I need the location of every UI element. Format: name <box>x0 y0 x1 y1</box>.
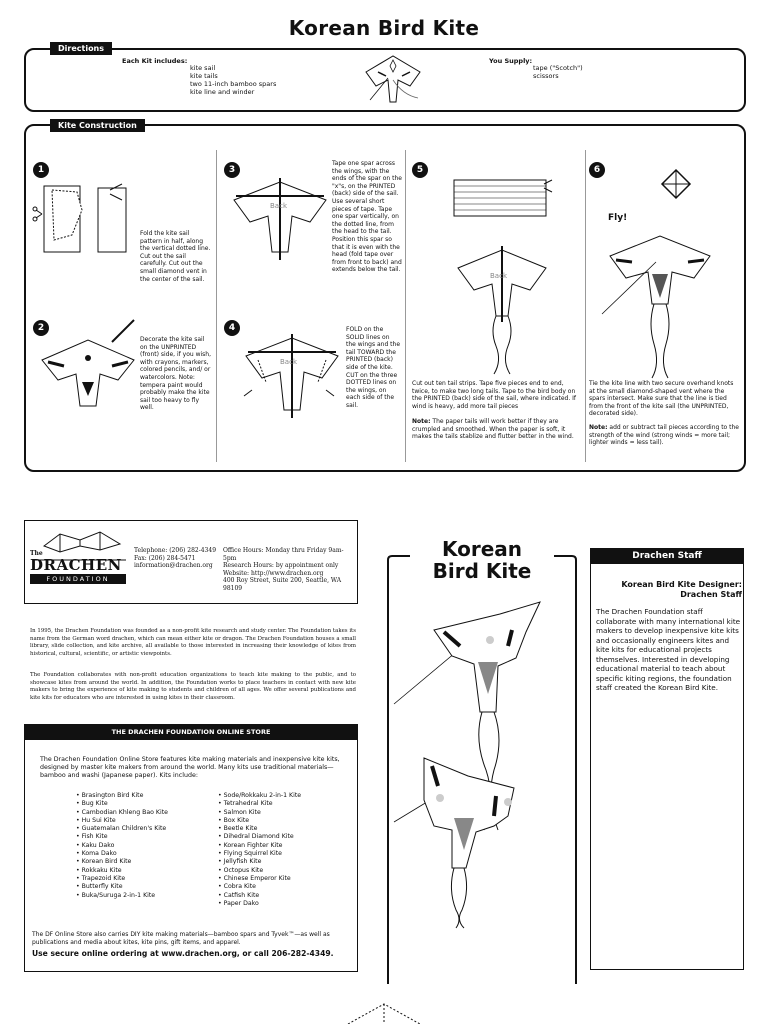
kit-item: • Rokkaku Kite <box>76 867 216 875</box>
kit-item: • Beetle Kite <box>218 825 354 833</box>
supply-list <box>533 64 583 80</box>
kit-item: • Bug Kite <box>76 800 216 808</box>
cover-kites-illustration <box>390 600 570 930</box>
kit-item: • Hu Sui Kite <box>76 817 216 825</box>
step-1-fold-illustration <box>32 180 132 260</box>
logo-sub: FOUNDATION <box>30 574 126 584</box>
hours-address: 400 Roy Street, Suite 200, Seattle, WA 98109 <box>223 577 342 592</box>
kit-item: • Paper Dako <box>218 900 354 908</box>
kit-item: • Sode/Rokkaku 2-in-1 Kite <box>218 792 354 800</box>
kit-item: • Butterfly Kite <box>76 883 216 891</box>
kit-item: • Guatemalan Children's Kite <box>76 825 216 833</box>
step-4-text: FOLD on the SOLID lines on the wings and the tail TOWARD the PRINTED (back) side of the kite. CUT on the three DOTTED lines on the wings, on each side of the sail. <box>346 326 401 409</box>
step-5-tails-illustration <box>450 176 560 376</box>
includes-item: kite tails <box>190 72 218 80</box>
step-2-decorate-illustration <box>38 318 138 413</box>
step-5-note <box>412 418 580 441</box>
hours-office: Office Hours: Monday thru Friday 9am-5pm <box>223 547 344 562</box>
kit-item: • Cobra Kite <box>218 883 354 891</box>
hours-website: Website: http://www.drachen.org <box>223 569 324 577</box>
step-6-note <box>589 424 741 447</box>
step-5-text: Cut out ten tail strips. Tape five pieces end to end, twice, to make two long tails. Tape to the bird body on the PRINTED (back) side of the sail, where indicated. If wind is heavy, add more tail pieces <box>412 380 577 410</box>
logo-the: The <box>30 550 43 557</box>
step-6-note-text: add or subtract tail pieces according to the strength of the wind (strong winds = more tail; lighter winds = less tail). <box>589 424 739 447</box>
store-intro: The Drachen Foundation Online Store features kite making materials and inexpensive kite kits, designed by master kite makers from around the world. Many kits use traditional materials—bamboo and washi (Japanese paper). Kits include: <box>40 756 340 780</box>
hours-research: Research Hours: by appointment only <box>223 562 339 570</box>
includes-item: two 11-inch bamboo spars <box>190 80 277 88</box>
step-6-note-label: Note: <box>589 424 608 431</box>
column-divider <box>405 150 406 462</box>
kit-item: • Koma Dako <box>76 850 216 858</box>
step-3-spar-illustration <box>230 172 330 262</box>
step-4-fold-illustration <box>238 330 343 425</box>
kit-item: • Octopus Kite <box>218 867 354 875</box>
step-6-number: 6 <box>589 162 605 178</box>
step-6-text: Tie the kite line with two secure overhand knots at the small diamond-shaped vent where the spars intersect. Make sure that the line is tied from the front of the kite sail (the UNPRINTED, decorated side). <box>589 380 734 418</box>
logo-name: DRACHEN <box>30 556 122 574</box>
contact-fax: Fax: (206) 284-5471 <box>134 554 196 562</box>
kit-item: • Dihedral Diamond Kite <box>218 833 354 841</box>
kit-item: • Kaku Dako <box>76 842 216 850</box>
kit-item: • Tetrahedral Kite <box>218 800 354 808</box>
kit-item: • Korean Fighter Kite <box>218 842 354 850</box>
step-2-text: Decorate the kite sail on the UNPRINTED (front) side, if you wish, with crayons, markers, colored pencils, and/ or watercolors. Note: tempera paint would probably make the kite sail too heavy to fly well. <box>140 336 211 412</box>
contact-phone: Telephone: (206) 282-4349 <box>134 547 217 554</box>
kit-item: • Trapezoid Kite <box>76 875 216 883</box>
back-label: Back <box>490 272 507 280</box>
includes-list <box>190 64 276 96</box>
kit-kite-icon <box>358 50 428 108</box>
step-5-note-text: The paper tails will work better if they are crumpled and smoothed. When the paper is soft, it makes the tails stablize and flutter better in the wind. <box>412 418 574 441</box>
column-divider <box>585 150 586 462</box>
kit-item: • Catfish Kite <box>218 892 354 900</box>
store-order-link[interactable]: Use secure online ordering at www.drachen.org, or call 206-282-4349. <box>32 949 334 958</box>
supply-label: You Supply: <box>489 57 533 65</box>
step-1-number: 1 <box>33 162 49 178</box>
cover-title <box>386 538 578 582</box>
back-label: Back <box>270 202 287 210</box>
kit-item: • Cambodian Khleng Bao Kite <box>76 809 216 817</box>
contact-email: information@drachen.org <box>134 562 213 570</box>
step-1-text: Fold the kite sail pattern in half, along the vertical dotted line. Cut out the sail carefully. Cut out the small diamond vent in the center of the sail. <box>140 230 211 283</box>
store-header: THE DRACHEN FOUNDATION ONLINE STORE <box>24 724 358 740</box>
foundation-para-2: The Foundation collaborates with non-profit education organizations to teach kite making to the public, and to showcase kites from around the world. In addition, the Foundation works to place teachers in contact with new kite makers to bring the experience of kite making to students and children of all ages. We offer several publications and kite kits for educators who are interested in using kites in their classroom. <box>30 672 356 701</box>
kit-item: • Brasington Bird Kite <box>76 792 216 800</box>
store-footer: The DF Online Store also carries DIY kite making materials—bamboo spars and Tyvek™—as well as publications and media about kites, kite pins, gift items, and apparel. <box>32 931 330 946</box>
supply-item: scissors <box>533 72 559 80</box>
supply-item: tape ("Scotch") <box>533 64 583 72</box>
kit-item: • Buka/Suruga 2-in-1 Kite <box>76 892 216 900</box>
construction-tab: Kite Construction <box>50 119 145 132</box>
foundation-para-1: In 1995, the Drachen Foundation was founded as a non-profit kite research and study center. The Foundation takes its name from the German word drachen, which can mean either kite or dragon. The Drachen Foundation houses a small library, slide collection, and kite archive, all available to those interested in increasing their knowledge of kites from historical, cultural, scientific, or artistic viewpoints. <box>30 628 356 657</box>
kit-item: • Jellyfish Kite <box>218 858 354 866</box>
step-4-number: 4 <box>224 320 240 336</box>
step-3-text: Tape one spar across the wings, with the ends of the spar on the "x"s, on the PRINTED (back) side of the sail. Use several short pieces of tape. Tape one spar vertically, on the dotted line, from the head to the tail. Position this spar so that it is even with the head (fold tape over from front to back) and extends below the tail. <box>332 160 402 274</box>
staff-designer <box>596 580 742 600</box>
page-title: Korean Bird Kite <box>288 16 480 40</box>
foundation-contact <box>134 547 218 570</box>
foundation-hours <box>223 547 355 593</box>
designer-name: Drachen Staff <box>680 590 742 599</box>
kit-item: • Flying Squirrel Kite <box>218 850 354 858</box>
store-kit-list-1 <box>76 792 216 900</box>
cover-title-line-2: Bird Kite <box>432 559 532 583</box>
kit-item: • Fish Kite <box>76 833 216 841</box>
staff-header: Drachen Staff <box>590 548 744 564</box>
kit-item: • Chinese Emperor Kite <box>218 875 354 883</box>
column-divider <box>216 150 217 462</box>
step-5-number: 5 <box>412 162 428 178</box>
step-3-number: 3 <box>224 162 240 178</box>
kit-item: • Korean Bird Kite <box>76 858 216 866</box>
designer-label: Korean Bird Kite Designer: <box>621 580 742 589</box>
fly-label: Fly! <box>608 213 628 223</box>
cover-title-line-1: Korean <box>441 537 523 561</box>
step-6-flying-kite-illustration <box>600 164 740 379</box>
kit-item: • Box Kite <box>218 817 354 825</box>
includes-item: kite sail <box>190 64 216 72</box>
back-label: Back <box>280 358 297 366</box>
directions-tab: Directions <box>50 42 112 55</box>
kite-template-fragment <box>344 1002 424 1024</box>
step-5-note-label: Note: <box>412 418 431 425</box>
kit-item: • Salmon Kite <box>218 809 354 817</box>
step-2-number: 2 <box>33 320 49 336</box>
staff-body: The Drachen Foundation staff collaborate with many international kite makers to develop inexpensive kite kits and occasionally engineers kites and kite kits for educational projects themselves. Interested in developing educational material to teach about specific kiting regions, the foundation staff created the Korean Bird Kite. <box>596 607 741 692</box>
includes-item: kite line and winder <box>190 88 255 96</box>
store-kit-list-2 <box>218 792 354 908</box>
includes-label: Each Kit includes: <box>122 57 188 65</box>
